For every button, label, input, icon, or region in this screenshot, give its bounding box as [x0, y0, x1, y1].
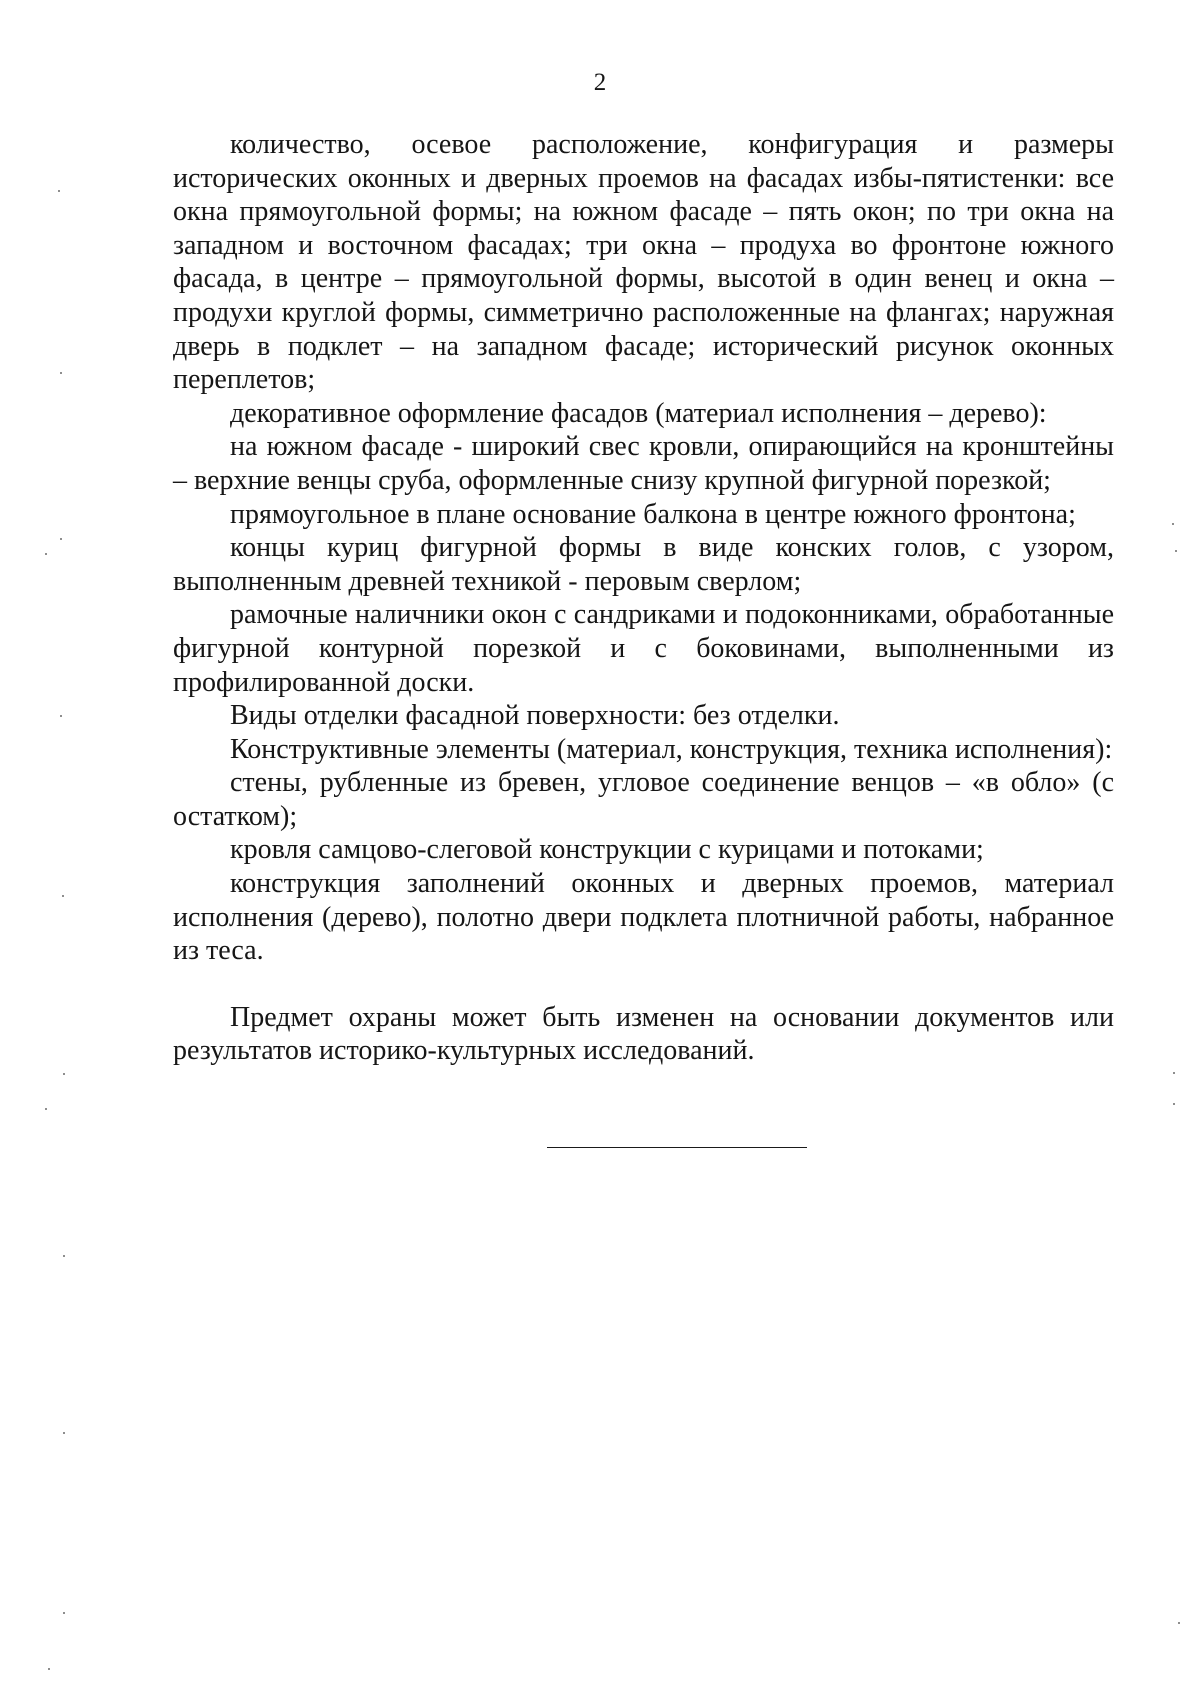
scan-speck — [1172, 523, 1174, 525]
scan-speck — [60, 538, 62, 540]
closing-divider — [547, 1147, 807, 1148]
paragraph-nalichniki: рамочные наличники окон с сандриками и подоконниками, обработанные фигурной контурной порезкой и с боковинами, выполненными из профилированной доски. — [173, 599, 1114, 698]
scan-speck — [63, 1073, 65, 1075]
paragraph-closing-note: Предмет охраны может быть изменен на основании документов или результатов историко-культурных исследований. — [173, 1001, 1114, 1067]
paragraph-finishing: Виды отделки фасадной поверхности: без отделки. — [230, 700, 840, 732]
scan-speck — [45, 1108, 47, 1110]
paragraph-roof: кровля самцово-слеговой конструкции с курицами и потоками; — [230, 834, 984, 866]
paragraph-walls: стены, рубленные из бревен, угловое соединение венцов – «в обло» (с остатком); — [173, 767, 1114, 832]
document-body — [173, 128, 1114, 1068]
paragraph-balcony: прямоугольное в плане основание балкона в центре южного фронтона; — [230, 498, 1076, 530]
paragraph-kuritsy: концы куриц фигурной формы в виде конских голов, с узором, выполненным древней техникой - перовым сверлом; — [173, 532, 1114, 597]
scan-speck — [48, 1668, 50, 1670]
scan-speck — [1173, 1103, 1175, 1105]
scan-speck — [1178, 1622, 1180, 1624]
scan-speck — [1173, 1072, 1175, 1074]
paragraph-south-facade: на южном фасаде - широкий свес кровли, опирающийся на кронштейны – верхние венцы сруба, оформленные снизу крупной фигурной порезкой; — [173, 431, 1114, 496]
scan-speck — [1175, 550, 1177, 552]
scan-speck — [63, 1255, 65, 1257]
scan-speck — [60, 715, 62, 717]
page-number: 2 — [593, 69, 607, 96]
paragraph-fillings: конструкция заполнений оконных и дверных проемов, материал исполнения (дерево), полотно двери подклета плотничной работы, набранное из теса. — [173, 868, 1114, 967]
scan-speck — [63, 1612, 65, 1614]
scan-speck — [62, 895, 64, 897]
scan-speck — [45, 553, 47, 555]
scan-speck — [60, 372, 62, 374]
scan-speck — [58, 190, 60, 192]
scan-speck — [63, 1432, 65, 1434]
paragraph-decor-heading: декоративное оформление фасадов (материал исполнения – дерево): — [230, 397, 1047, 429]
paragraph-structural-heading: Конструктивные элементы (материал, конструкция, техника исполнения): — [230, 733, 1113, 765]
paragraph-openings: количество, осевое расположение, конфигурация и размеры исторических оконных и дверных проемов на фасадах избы-пятистенки: все окна прямоугольной формы; на южном фасаде – пять окон; по три окна на западном и восточном фасадах; три окна – продуха во фронтоне южного фасада, в центре – прямоугольной формы, высотой в один венец и окна – продухи круглой формы, симметрично расположенные на флангах; наружная дверь в подклет – на западном фасаде; исторический рисунок оконных переплетов; — [173, 129, 1114, 396]
